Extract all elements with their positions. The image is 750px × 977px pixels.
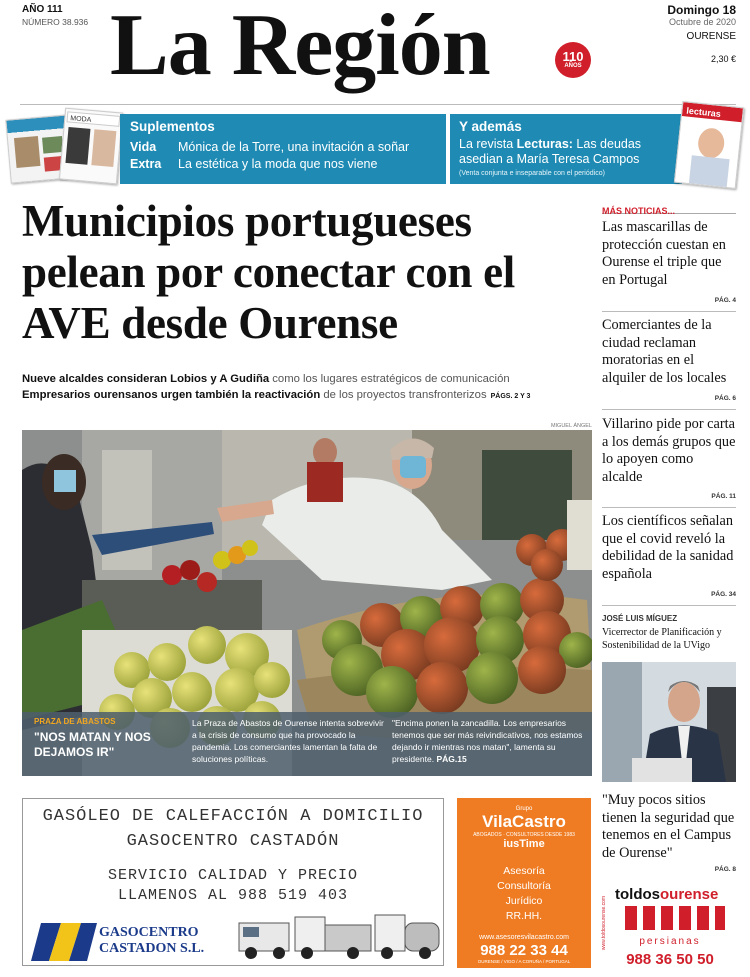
date-block xyxy=(667,4,736,65)
news-page: PÁG. 34 xyxy=(711,591,736,598)
ad-gasoleo-line3: SERVICIO CALIDAD Y PRECIO xyxy=(107,867,359,884)
lecturas-cover[interactable] xyxy=(674,101,744,189)
ademas-box[interactable] xyxy=(450,114,682,184)
more-news-label: MÁS NOTICIAS... xyxy=(602,201,736,214)
photo-caption-1: La Praza de Abastos de Ourense intenta sobrevivir a la crisis de consumo que ha provocado la pandemia. Los comerciantes lamentan la falta de soluciones políticas. xyxy=(192,718,384,764)
supplement-tag: Extra xyxy=(130,157,162,171)
ad-gasoleo-line2: GASOCENTRO CASTADÓN xyxy=(126,832,340,851)
news-page: PÁG. 11 xyxy=(711,493,736,500)
iustime-label: iusTime xyxy=(503,838,545,850)
issue-price: 2,30 € xyxy=(710,54,736,64)
ademas-heading: Y además xyxy=(459,119,522,134)
issue-number: NÚMERO 38.936 xyxy=(22,17,89,27)
trucks-illustration xyxy=(235,909,441,963)
ademas-note: (Venta conjunta e inseparable con el periódico) xyxy=(459,170,605,177)
news-item-villarino[interactable]: Villarino pide por carta a los demás grupos que lo apoyen como alcalde xyxy=(602,416,736,485)
svg-text:lecturas: lecturas xyxy=(685,105,722,120)
photo-credit: MIGUEL ÁNGEL xyxy=(550,423,592,429)
cover-art xyxy=(60,109,122,184)
news-item-mascarillas[interactable]: Las mascarillas de protección cuestan en Ourense el triple que en Portugal xyxy=(602,219,726,288)
ademas-text: La revista Lecturas: Las deudas asedian a María Teresa Campos xyxy=(459,137,642,166)
edition-info xyxy=(22,4,88,28)
toldos-brand: toldosourense xyxy=(615,886,719,903)
divider xyxy=(602,311,736,312)
supplement-row-extra[interactable] xyxy=(130,156,436,173)
ad-gasoleo-line1: GASÓLEO DE CALEFACCIÓN A DOMICILIO xyxy=(42,807,424,826)
newspaper-logo[interactable]: La Región xyxy=(110,0,490,94)
ad-toldos-ourense[interactable] xyxy=(603,880,737,970)
deck-line-2: Empresarios ourensanos urgen también la reactivación de los proyectos transfronterizos PÁGS. 2 Y 3 xyxy=(22,389,531,401)
supplement-text: Mónica de la Torre, una invitación a soñar xyxy=(178,140,410,154)
issue-day: Domingo 18 xyxy=(667,3,736,17)
awning-icon xyxy=(625,906,725,936)
supplement-cover-extra[interactable] xyxy=(59,108,123,185)
lead-pages: PÁGS. 2 Y 3 xyxy=(490,393,531,400)
vilacastro-cities: OURENSE / VIGO / A CORUÑA / PORTUGAL xyxy=(477,959,571,964)
ad-gasoleo-line4: LLAMENOS AL 988 519 403 xyxy=(117,887,349,904)
issue-month: Octubre de 2020 xyxy=(668,17,736,27)
photo-page: PÁG.15 xyxy=(436,754,467,764)
ad-vilacastro[interactable] xyxy=(457,798,591,968)
gasocentro-logo-text: GASOCENTRO CASTADON S.L. xyxy=(99,925,205,956)
toldos-phone[interactable]: 988 36 50 50 xyxy=(626,951,714,968)
anniversary-number: 110 xyxy=(562,49,584,64)
gasocentro-logo-mark xyxy=(31,923,97,961)
svg-text:MODA: MODA xyxy=(70,115,92,124)
photo-kicker: PRAZA DE ABASTOS xyxy=(34,717,116,726)
supplement-row-vida[interactable] xyxy=(130,139,436,156)
cover-art xyxy=(675,102,743,188)
ad-gasocentro[interactable] xyxy=(22,798,444,966)
year-label: AÑO 111 xyxy=(22,4,63,15)
vilacastro-name: VilaCastro xyxy=(482,812,566,831)
news-item-cientificos[interactable]: Los científicos señalan que el covid reveló la debilidad de la sanidad española xyxy=(602,513,734,582)
interview-portrait[interactable] xyxy=(602,662,736,782)
anniversary-word: AÑOS xyxy=(564,63,582,69)
toldos-sub: persianas xyxy=(639,936,701,947)
lead-headline[interactable]: Municipios portugueses pelean por conectar con el AVE desde Ourense xyxy=(22,196,515,348)
vilacastro-web[interactable]: www.asesoresvilacastro.com xyxy=(479,934,569,941)
issue-city: OURENSE xyxy=(686,31,736,42)
photo-headline[interactable]: "NOS MATAN Y NOS DEJAMOS IR" xyxy=(34,730,151,759)
supplements-box[interactable] xyxy=(120,114,446,184)
divider xyxy=(602,605,736,606)
photo-caption-2: "Encima ponen la zancadilla. Los empresarios tenemos que ser más reivindicativos, nos estamos dejando ir mientras nos matan", lamenta su presidente. PÁG.15 xyxy=(392,718,583,764)
deck-line-1: Nueve alcaldes consideran Lobios y A Gudiña como los lugares estratégicos de comunicación xyxy=(22,373,510,385)
supplement-text: La estética y la moda que nos viene xyxy=(178,157,378,171)
interview-author: JOSÉ LUIS MÍGUEZ xyxy=(602,614,678,623)
vilacastro-services: Asesoría Consultoría Jurídico RR.HH. xyxy=(497,865,551,922)
lead-deck xyxy=(22,371,592,405)
portrait-image xyxy=(602,662,736,782)
supplements-heading: Suplementos xyxy=(130,119,215,134)
divider xyxy=(602,507,736,508)
news-page: PÁG. 6 xyxy=(714,395,736,402)
vilacastro-phone[interactable]: 988 22 33 44 xyxy=(480,942,568,959)
news-page: PÁG. 4 xyxy=(714,297,736,304)
anniversary-badge xyxy=(555,42,591,78)
masthead-divider xyxy=(20,104,736,105)
divider xyxy=(602,409,736,410)
interview-role: Vicerrector de Planificación y Sostenibilidad de la UVigo xyxy=(602,627,722,651)
news-item-comerciantes[interactable]: Comerciantes de la ciudad reclaman moratorias en el alquiler de los locales xyxy=(602,317,727,386)
vilacastro-grupo: Grupo xyxy=(515,806,533,812)
interview-quote[interactable]: "Muy pocos sitios tienen la seguridad que tenemos en el Campus de Ourense" xyxy=(602,792,735,861)
toldos-web[interactable]: www.toldosourense.com xyxy=(601,895,608,951)
interview-page: PÁG. 8 xyxy=(714,866,736,873)
supplement-tag: Vida xyxy=(130,140,157,154)
vilacastro-tagline: ABOGADOS · CONSULTORES DESDE 1983 xyxy=(473,832,575,838)
